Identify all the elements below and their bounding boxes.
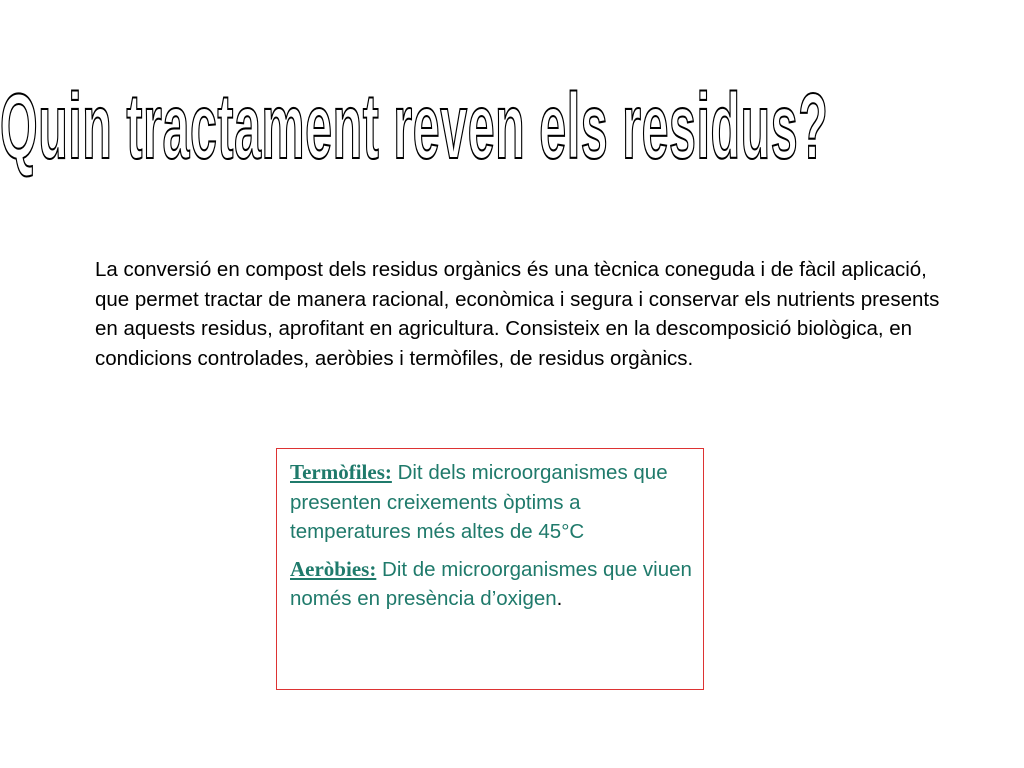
body-paragraph	[95, 255, 945, 373]
definition-termofiles	[290, 458, 693, 547]
definition-period: .	[556, 587, 563, 610]
paragraph-period: .	[687, 346, 694, 370]
definitions-box	[276, 448, 704, 690]
slide-title: Quin tractament reven els residus?	[0, 74, 829, 179]
definition-text: Dit de microorganismes que viuen només en presència d’oxigen	[290, 557, 692, 610]
definition-term: Aeròbies:	[290, 556, 377, 581]
definition-term: Termòfiles:	[290, 460, 392, 484]
definition-aerobies	[290, 555, 693, 614]
paragraph-text: La conversió en compost dels residus orgànics és una tècnica coneguda i de fàcil aplicació, que permet tractar de manera racional, econòmica i segura i conservar els nutrients presents en aquests residus, aprofitant en agricultura. Consisteix en la descomposició biològica, en condicions controlades, aeròbies i termòfiles, de residus orgànics	[95, 258, 940, 370]
definition-text: Dit dels microorganismes que presenten creixements òptims a temperatures més altes de 45°C	[290, 461, 668, 543]
